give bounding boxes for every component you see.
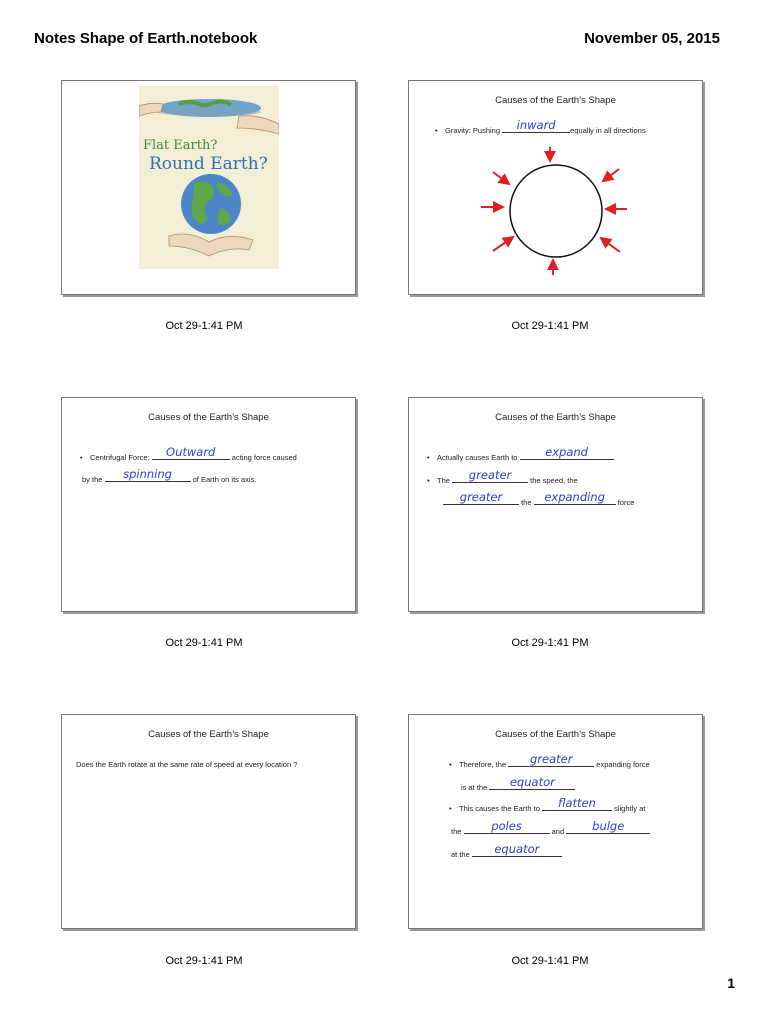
slide-title: Causes of the Earth’s Shape — [495, 729, 616, 740]
cover-text-flat: Flat Earth? — [143, 138, 218, 153]
question-text: Does the Earth rotate at the same rate of speed at every location ? — [76, 760, 298, 769]
slide-3-thumbnail[interactable] — [61, 397, 356, 612]
handwritten-answer: equator — [494, 842, 540, 856]
handwritten-answer: bulge — [592, 819, 625, 833]
handwritten-answer: poles — [491, 819, 522, 833]
cover-text-round: Round Earth? — [149, 154, 268, 174]
bullet-line — [443, 490, 635, 507]
line-text: at the — [451, 850, 470, 859]
slide-5-timestamp: Oct 29-1:41 PM — [165, 955, 243, 967]
gravity-diagram — [469, 139, 639, 279]
answer-blank — [542, 796, 612, 811]
line-text: is at the — [461, 783, 488, 792]
handwritten-answer: expand — [545, 445, 588, 459]
slide-1-thumbnail[interactable] — [61, 80, 356, 295]
bullet-line: • Actually causes Earth to expand — [427, 450, 614, 462]
bullet-line — [451, 819, 650, 836]
answer-blank — [489, 775, 575, 790]
answer-blank — [105, 467, 191, 482]
line-text: the — [521, 498, 532, 507]
handwritten-answer: equator — [509, 775, 555, 789]
handwritten-answer: greater — [468, 468, 512, 482]
line-text: the — [451, 827, 462, 836]
document-title: Notes Shape of Earth.notebook — [34, 30, 258, 47]
page-number: 1 — [727, 975, 735, 991]
answer-blank — [566, 819, 650, 834]
line-text: This causes the Earth to — [459, 804, 540, 813]
slide-title: Causes of the Earth’s Shape — [495, 412, 616, 423]
slide-4-timestamp: Oct 29-1:41 PM — [511, 637, 589, 649]
answer-blank — [520, 445, 614, 460]
line-text: force — [617, 498, 635, 507]
line-text: acting force caused — [231, 453, 297, 462]
bullet-line: • Centrifugal Force: Outward acting force caused — [80, 445, 297, 462]
bullet-line: • Therefore, the greater expanding force — [449, 752, 650, 769]
slide-2-thumbnail[interactable] — [408, 80, 703, 295]
answer-blank — [443, 490, 519, 505]
line-text: expanding force — [596, 760, 650, 769]
answer-blank — [508, 752, 594, 767]
line-text: by the — [82, 475, 103, 484]
line-text: Therefore, the — [459, 760, 507, 769]
slide-title: Causes of the Earth’s Shape — [148, 729, 269, 740]
bullet-line: • This causes the Earth to flatten slightly at — [449, 796, 646, 813]
handwritten-answer: greater — [529, 752, 573, 766]
slide-1-timestamp: Oct 29-1:41 PM — [165, 320, 243, 332]
bullet-line — [451, 842, 562, 859]
line-text: Gravity: Pushing — [445, 126, 501, 135]
answer-blank — [152, 445, 230, 460]
slide-5-thumbnail[interactable] — [61, 714, 356, 929]
earth-circle — [510, 165, 602, 257]
handwritten-answer: spinning — [123, 467, 172, 481]
slide-6-timestamp: Oct 29-1:41 PM — [511, 955, 589, 967]
line-text: Centrifugal Force: — [90, 453, 150, 462]
line-text: Actually causes Earth to — [437, 453, 518, 462]
line-text: slightly at — [614, 804, 646, 813]
answer-blank — [452, 468, 528, 483]
line-text: equally in all directions — [570, 126, 646, 135]
flat-round-earth-illustration — [139, 86, 279, 269]
document-date: November 05, 2015 — [584, 30, 720, 47]
line-text: the speed, the — [530, 476, 578, 485]
handwritten-answer: inward — [516, 118, 556, 132]
answer-blank — [502, 118, 570, 133]
slide-title: Causes of the Earth’s Shape — [495, 95, 616, 106]
answer-blank — [464, 819, 550, 834]
handwritten-answer: flatten — [558, 796, 596, 810]
cover-illustration — [139, 86, 279, 269]
answer-blank — [534, 490, 616, 505]
handwritten-answer: Outward — [166, 445, 216, 459]
bullet-line — [461, 775, 575, 792]
slide-title: Causes of the Earth’s Shape — [148, 412, 269, 423]
slide-6-thumbnail[interactable] — [408, 714, 703, 929]
slide-3-timestamp: Oct 29-1:41 PM — [165, 637, 243, 649]
handwritten-answer: greater — [459, 490, 503, 504]
line-text: and — [551, 827, 565, 836]
answer-blank — [472, 842, 562, 857]
gravity-arrows — [481, 147, 627, 275]
slide-4-thumbnail[interactable] — [408, 397, 703, 612]
handwritten-answer: expanding — [544, 490, 605, 504]
bullet-line: • The greater the speed, the — [427, 468, 578, 485]
line-text: of Earth on its axis. — [192, 475, 257, 484]
line-text: The — [437, 476, 450, 485]
bullet-line — [82, 467, 257, 484]
bullet-line: • Gravity: Pushing inward equally in all directions — [435, 118, 646, 135]
slide-2-timestamp: Oct 29-1:41 PM — [511, 320, 589, 332]
